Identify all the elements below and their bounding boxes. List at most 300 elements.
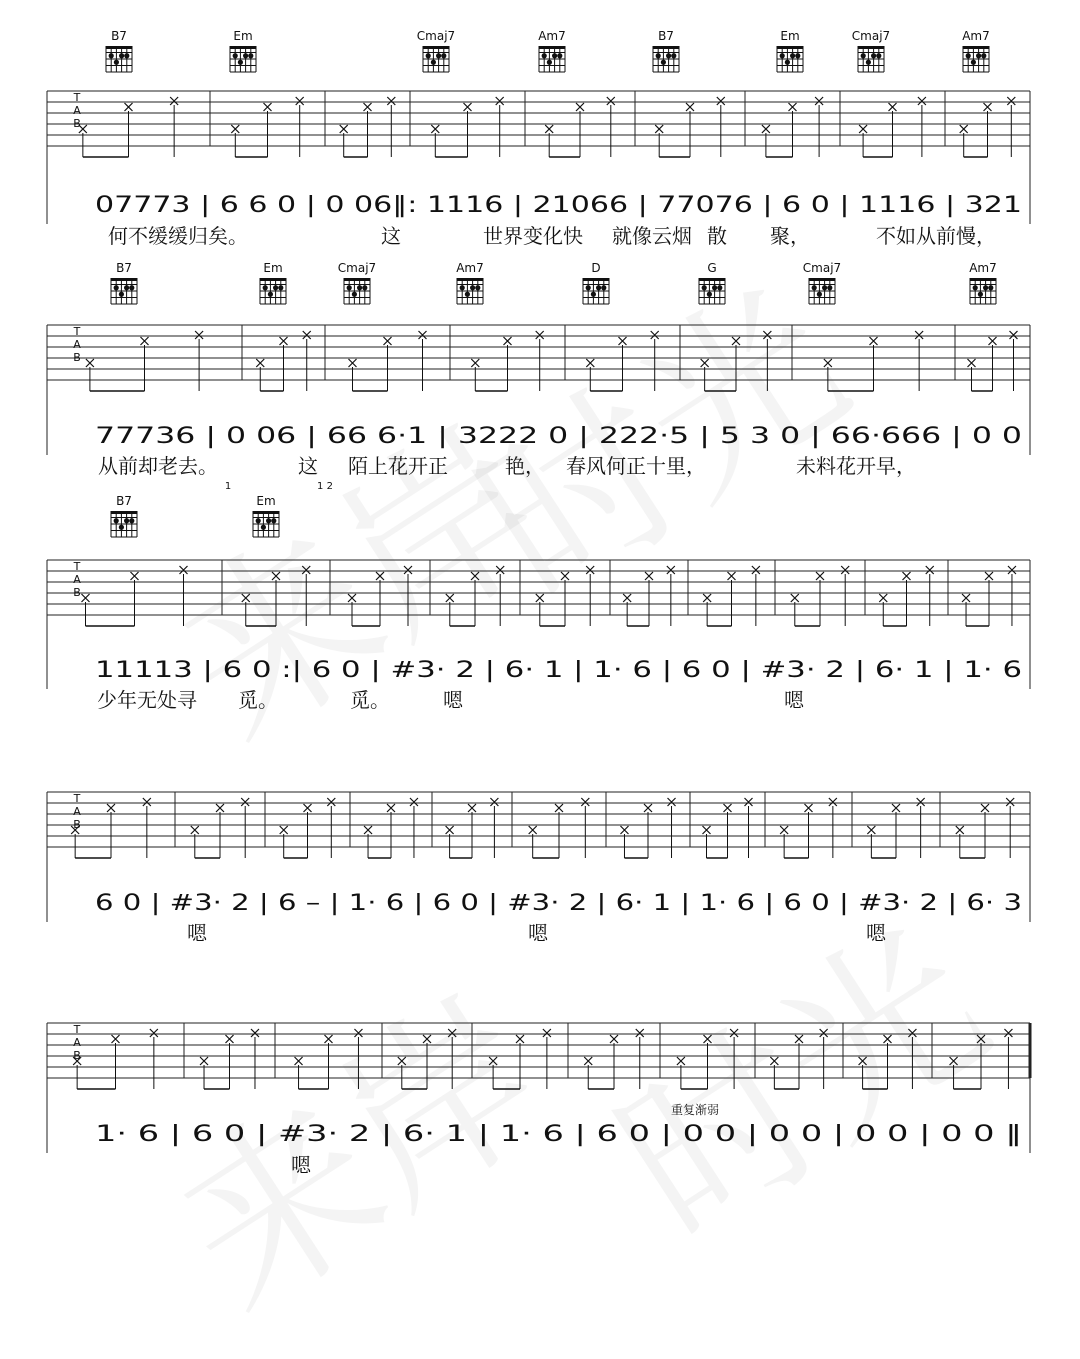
tab-note-x — [387, 97, 395, 105]
lyric-text: 嗯 — [187, 921, 207, 945]
tab-note-x — [903, 572, 911, 580]
tab-note-x — [490, 798, 498, 806]
tab-note-x — [623, 594, 631, 602]
chord-finger-dot — [702, 285, 707, 290]
chord-finger-dot — [871, 53, 876, 58]
chord-diagram — [338, 261, 376, 304]
chord-diagram — [253, 494, 279, 537]
chord-finger-dot — [256, 518, 261, 523]
chord-name: Am7 — [538, 29, 566, 43]
tab-note-x — [762, 125, 770, 133]
tab-note-x — [251, 1029, 259, 1037]
tab-note-x — [752, 566, 760, 574]
chord-diagram — [583, 261, 609, 304]
chord-finger-dot — [557, 53, 562, 58]
tab-note-x — [644, 804, 652, 812]
tab-clef-letter: A — [73, 573, 81, 586]
tab-note-x — [419, 331, 427, 339]
chord-finger-dot — [971, 60, 976, 65]
numbered-notation-line: 11113 | 6 0 :| 6 0 | #3· 2 | 6· 1 | 1· 6 | 6 0 | #3· 2 | 6· 1 | 1· 6 — [95, 658, 1022, 683]
chord-nut — [423, 46, 449, 49]
tab-note-x — [950, 1057, 958, 1065]
chord-finger-dot — [465, 292, 470, 297]
tab-note-x — [586, 359, 594, 367]
tab-note-x — [516, 1035, 524, 1043]
chord-finger-dot — [981, 53, 986, 58]
tab-note-x — [985, 572, 993, 580]
chord-finger-dot — [114, 518, 119, 523]
tab-note-x — [304, 804, 312, 812]
tab-clef-letter: A — [73, 805, 81, 818]
tab-note-x — [325, 1035, 333, 1043]
tab-note-x — [191, 826, 199, 834]
lyric-text: 世界变化快 — [483, 224, 583, 248]
tab-note-x — [241, 798, 249, 806]
tab-note-x — [889, 103, 897, 111]
tab-note-x — [471, 572, 479, 580]
tab-note-x — [200, 1057, 208, 1065]
tab-note-x — [216, 804, 224, 812]
numbered-notation-line: 1· 6 | 6 0 | #3· 2 | 6· 1 | 1· 6 | 6 0 | 0 0 | 0 0 | 0 0 | 0 0 ‖ — [95, 1122, 1022, 1147]
tab-note-x — [112, 1035, 120, 1043]
chord-finger-dot — [707, 292, 712, 297]
tab-clef-letter: B — [73, 117, 81, 130]
tab-note-x — [892, 804, 900, 812]
tab-note-x — [620, 826, 628, 834]
lyric-text: 觅。 — [350, 688, 390, 712]
tab-note-x — [296, 97, 304, 105]
chord-finger-dot — [983, 285, 988, 290]
chord-finger-dot — [586, 285, 591, 290]
chord-finger-dot — [263, 285, 268, 290]
lyric-text: 嗯 — [443, 688, 463, 712]
tab-note-x — [915, 331, 923, 339]
tab-note-x — [536, 331, 544, 339]
chord-diagram — [230, 29, 256, 72]
chord-finger-dot — [124, 285, 129, 290]
tab-note-x — [732, 337, 740, 345]
tab-note-x — [581, 798, 589, 806]
chord-name: G — [707, 261, 717, 275]
lyric-text: 从前却老去。 — [98, 454, 218, 478]
tab-note-x — [384, 337, 392, 345]
tab-note-x — [125, 103, 133, 111]
tab-note-x — [879, 594, 887, 602]
tab-note-x — [607, 97, 615, 105]
chord-finger-dot — [988, 285, 993, 290]
tab-note-x — [340, 125, 348, 133]
chord-finger-dot — [861, 53, 866, 58]
chord-finger-dot — [129, 518, 134, 523]
tab-note-x — [303, 331, 311, 339]
tab-note-x — [841, 566, 849, 574]
chord-finger-dot — [661, 60, 666, 65]
tab-note-x — [86, 359, 94, 367]
chord-name: Em — [233, 29, 253, 43]
tab-note-x — [431, 125, 439, 133]
tab-note-x — [195, 331, 203, 339]
tab-note-x — [805, 804, 813, 812]
tab-note-x — [496, 97, 504, 105]
tab-note-x — [789, 103, 797, 111]
tab-note-x — [446, 594, 454, 602]
chord-finger-dot — [352, 292, 357, 297]
chord-diagram — [962, 29, 990, 72]
chord-finger-dot — [114, 285, 119, 290]
tab-note-x — [820, 1029, 828, 1037]
tab-clef-letter: T — [73, 325, 81, 338]
chord-finger-dot — [790, 53, 795, 58]
chord-finger-dot — [542, 53, 547, 58]
tab-note-x — [143, 798, 151, 806]
tab-note-x — [387, 804, 395, 812]
chord-finger-dot — [243, 53, 248, 58]
tab-note-x — [364, 103, 372, 111]
tab-clef-letter: B — [73, 1049, 81, 1062]
chord-finger-dot — [666, 53, 671, 58]
chord-nut — [699, 278, 725, 281]
chord-finger-dot — [124, 53, 129, 58]
tab-note-x — [1007, 97, 1015, 105]
chord-name: Cmaj7 — [851, 29, 891, 43]
tab-clef-letter: T — [73, 560, 81, 573]
chord-name: Cmaj7 — [802, 261, 842, 275]
chord-diagram — [852, 29, 890, 72]
chord-name: Em — [780, 29, 800, 43]
chord-nut — [111, 511, 137, 514]
lyric-text: 春风何正十里， — [566, 454, 706, 478]
chord-diagram — [538, 29, 566, 72]
chord-nut — [963, 46, 989, 49]
lyric-text: 艳， — [505, 454, 545, 478]
chord-finger-dot — [591, 292, 596, 297]
tab-note-x — [701, 359, 709, 367]
chord-finger-dot — [827, 285, 832, 290]
lyric-text: 未料花开早， — [796, 454, 916, 478]
tab-note-x — [423, 1035, 431, 1043]
chord-nut — [253, 511, 279, 514]
volta-label: 1 — [224, 481, 232, 492]
tab-note-x — [815, 97, 823, 105]
tab-note-x — [960, 125, 968, 133]
lyric-text: 这 — [381, 224, 401, 248]
chord-name: Em — [256, 494, 276, 508]
tab-note-x — [264, 103, 272, 111]
chord-finger-dot — [119, 525, 124, 530]
tab-note-x — [489, 1057, 497, 1065]
chord-finger-dot — [812, 285, 817, 290]
tab-note-x — [242, 594, 250, 602]
chord-finger-dot — [238, 60, 243, 65]
tab-note-x — [349, 359, 357, 367]
tab-note-x — [107, 804, 115, 812]
tab-note-x — [584, 1057, 592, 1065]
annotation-text: 重复渐弱 — [670, 1103, 720, 1117]
tab-note-x — [529, 826, 537, 834]
tab-note-x — [651, 331, 659, 339]
chord-finger-dot — [785, 60, 790, 65]
tab-note-x — [131, 572, 139, 580]
chord-finger-dot — [266, 518, 271, 523]
tab-clef-letter: T — [73, 91, 81, 104]
tab-note-x — [280, 826, 288, 834]
tab-note-x — [272, 572, 280, 580]
tab-note-x — [989, 337, 997, 345]
tab-note-x — [816, 572, 824, 580]
chord-finger-dot — [671, 53, 676, 58]
tab-note-x — [703, 594, 711, 602]
chord-finger-dot — [460, 285, 465, 290]
chord-diagram — [111, 261, 137, 304]
tab-note-x — [745, 798, 753, 806]
tab-clef-letter: T — [73, 792, 81, 805]
lyric-text: 就像云烟 — [612, 224, 692, 248]
chord-name: Cmaj7 — [416, 29, 456, 43]
tab-note-x — [256, 359, 264, 367]
chord-finger-dot — [119, 53, 124, 58]
tab-note-x — [555, 804, 563, 812]
tab-note-x — [859, 1057, 867, 1065]
tab-note-x — [667, 566, 675, 574]
tab-note-x — [141, 337, 149, 345]
chord-finger-dot — [426, 53, 431, 58]
tab-note-x — [82, 594, 90, 602]
tab-note-x — [917, 798, 925, 806]
chord-finger-dot — [966, 53, 971, 58]
tab-note-x — [180, 566, 188, 574]
tab-note-x — [327, 798, 335, 806]
lyric-text: 陌上花开正 — [348, 454, 448, 478]
chord-name: Em — [263, 261, 283, 275]
tab-note-x — [703, 826, 711, 834]
tab-note-x — [543, 1029, 551, 1037]
chord-name: B7 — [658, 29, 674, 43]
tab-note-x — [398, 1057, 406, 1065]
chord-diagram — [803, 261, 841, 304]
tab-note-x — [504, 337, 512, 345]
tab-note-x — [448, 1029, 456, 1037]
tab-clef-letter: B — [73, 586, 81, 599]
tab-note-x — [824, 359, 832, 367]
chord-nut — [539, 46, 565, 49]
tab-note-x — [829, 798, 837, 806]
chord-finger-dot — [248, 53, 253, 58]
lyric-text: 嗯 — [291, 1153, 311, 1177]
tab-note-x — [763, 331, 771, 339]
lyric-text: 嗯 — [866, 921, 886, 945]
chord-nut — [809, 278, 835, 281]
tab-clef-letter: B — [73, 818, 81, 831]
chord-finger-dot — [976, 53, 981, 58]
chord-finger-dot — [780, 53, 785, 58]
tab-note-x — [645, 572, 653, 580]
tab-note-x — [280, 337, 288, 345]
tab-note-x — [730, 1029, 738, 1037]
tab-note-x — [545, 125, 553, 133]
tab-note-x — [981, 804, 989, 812]
tab-clef-letter: A — [73, 1036, 81, 1049]
chord-finger-dot — [717, 285, 722, 290]
tab-note-x — [1008, 566, 1016, 574]
chord-name: B7 — [111, 29, 127, 43]
chord-finger-dot — [129, 285, 134, 290]
chord-diagram — [111, 494, 137, 537]
tab-note-x — [677, 1057, 685, 1065]
tab-note-x — [867, 826, 875, 834]
chord-nut — [858, 46, 884, 49]
lyric-text: 聚， — [770, 224, 810, 248]
chord-diagram — [777, 29, 803, 72]
tab-note-x — [1004, 1029, 1012, 1037]
tab-note-x — [968, 359, 976, 367]
chord-diagram — [106, 29, 132, 72]
tab-note-x — [655, 125, 663, 133]
tab-note-x — [468, 804, 476, 812]
chord-nut — [970, 278, 996, 281]
chord-diagram — [969, 261, 997, 304]
tab-note-x — [870, 337, 878, 345]
tab-note-x — [717, 97, 725, 105]
tab-note-x — [977, 1035, 985, 1043]
tab-note-x — [791, 594, 799, 602]
chord-finger-dot — [978, 292, 983, 297]
tab-clef-letter: A — [73, 338, 81, 351]
tab-note-x — [962, 594, 970, 602]
tab-note-x — [704, 1035, 712, 1043]
tab-note-x — [364, 826, 372, 834]
tab-note-x — [170, 97, 178, 105]
lyric-text: 少年无处寻 — [97, 688, 197, 712]
tab-note-x — [586, 566, 594, 574]
tab-note-x — [619, 337, 627, 345]
lyric-text: 嗯 — [784, 688, 804, 712]
tab-note-x — [918, 97, 926, 105]
tab-note-x — [295, 1057, 303, 1065]
numbered-notation-line: 6 0 | #3· 2 | 6 – | 1· 6 | 6 0 | #3· 2 | 6· 1 | 1· 6 | 6 0 | #3· 2 | 6· 3 — [95, 891, 1022, 916]
tab-note-x — [884, 1035, 892, 1043]
tab-note-x — [859, 125, 867, 133]
chord-finger-dot — [347, 285, 352, 290]
chord-nut — [260, 278, 286, 281]
numbered-notation-line: 77736 | 0 06 | 66 6·1 | 3222 0 | 222·5 | 5 3 0 | 66·666 | 0 0 — [95, 424, 1022, 449]
tab-note-x — [636, 1029, 644, 1037]
chord-name: Am7 — [456, 261, 484, 275]
chord-finger-dot — [441, 53, 446, 58]
tab-note-x — [668, 798, 676, 806]
chord-finger-dot — [109, 53, 114, 58]
tab-clef-letter: B — [73, 351, 81, 364]
tab-note-x — [536, 594, 544, 602]
tab-note-x — [561, 572, 569, 580]
tab-note-x — [926, 566, 934, 574]
tab-note-x — [376, 572, 384, 580]
tab-note-x — [728, 572, 736, 580]
chord-nut — [111, 278, 137, 281]
chord-finger-dot — [114, 60, 119, 65]
chord-finger-dot — [547, 60, 552, 65]
chord-nut — [653, 46, 679, 49]
tab-note-x — [1010, 331, 1018, 339]
chord-finger-dot — [876, 53, 881, 58]
chord-name: Am7 — [962, 29, 990, 43]
chord-finger-dot — [119, 292, 124, 297]
chord-nut — [583, 278, 609, 281]
chord-finger-dot — [817, 292, 822, 297]
tab-note-x — [471, 359, 479, 367]
tab-note-x — [724, 804, 732, 812]
chord-diagram — [417, 29, 455, 72]
chord-name: Cmaj7 — [337, 261, 377, 275]
tab-note-x — [984, 103, 992, 111]
lyric-text: 这 — [298, 454, 318, 478]
chord-finger-dot — [866, 60, 871, 65]
volta-label: 1 2 — [317, 481, 333, 492]
tab-note-x — [446, 826, 454, 834]
chord-nut — [106, 46, 132, 49]
tab-note-x — [1006, 798, 1014, 806]
chord-finger-dot — [973, 285, 978, 290]
tab-note-x — [686, 103, 694, 111]
tab-note-x — [348, 594, 356, 602]
chord-finger-dot — [357, 285, 362, 290]
tab-note-x — [496, 566, 504, 574]
tab-note-x — [404, 566, 412, 574]
chord-finger-dot — [273, 285, 278, 290]
chord-diagram — [260, 261, 286, 304]
chord-diagram — [699, 261, 725, 304]
tab-note-x — [795, 1035, 803, 1043]
lyric-text: 觅。 — [238, 688, 278, 712]
chord-nut — [457, 278, 483, 281]
chord-finger-dot — [475, 285, 480, 290]
tab-note-x — [956, 826, 964, 834]
tab-note-x — [576, 103, 584, 111]
tab-note-x — [908, 1029, 916, 1037]
lyric-text: 散 — [707, 224, 727, 248]
chord-finger-dot — [271, 518, 276, 523]
chord-finger-dot — [822, 285, 827, 290]
chord-diagram — [456, 261, 484, 304]
chord-name: B7 — [116, 494, 132, 508]
chord-finger-dot — [795, 53, 800, 58]
chord-finger-dot — [470, 285, 475, 290]
tab-clef-letter: A — [73, 104, 81, 117]
tab-note-x — [150, 1029, 158, 1037]
chord-finger-dot — [431, 60, 436, 65]
tab-note-x — [780, 826, 788, 834]
chord-nut — [777, 46, 803, 49]
tab-note-x — [410, 798, 418, 806]
chord-diagram — [653, 29, 679, 72]
chord-nut — [230, 46, 256, 49]
chord-finger-dot — [436, 53, 441, 58]
tab-note-x — [354, 1029, 362, 1037]
chord-finger-dot — [261, 525, 266, 530]
chord-name: B7 — [116, 261, 132, 275]
chord-finger-dot — [268, 292, 273, 297]
chord-name: Am7 — [969, 261, 997, 275]
chord-finger-dot — [362, 285, 367, 290]
tab-note-x — [464, 103, 472, 111]
chord-finger-dot — [233, 53, 238, 58]
chord-finger-dot — [596, 285, 601, 290]
lyric-text: 何不缓缓归矣。 — [108, 224, 248, 248]
chord-nut — [344, 278, 370, 281]
chord-finger-dot — [712, 285, 717, 290]
tab-note-x — [770, 1057, 778, 1065]
chord-name: D — [591, 261, 601, 275]
chord-finger-dot — [278, 285, 283, 290]
